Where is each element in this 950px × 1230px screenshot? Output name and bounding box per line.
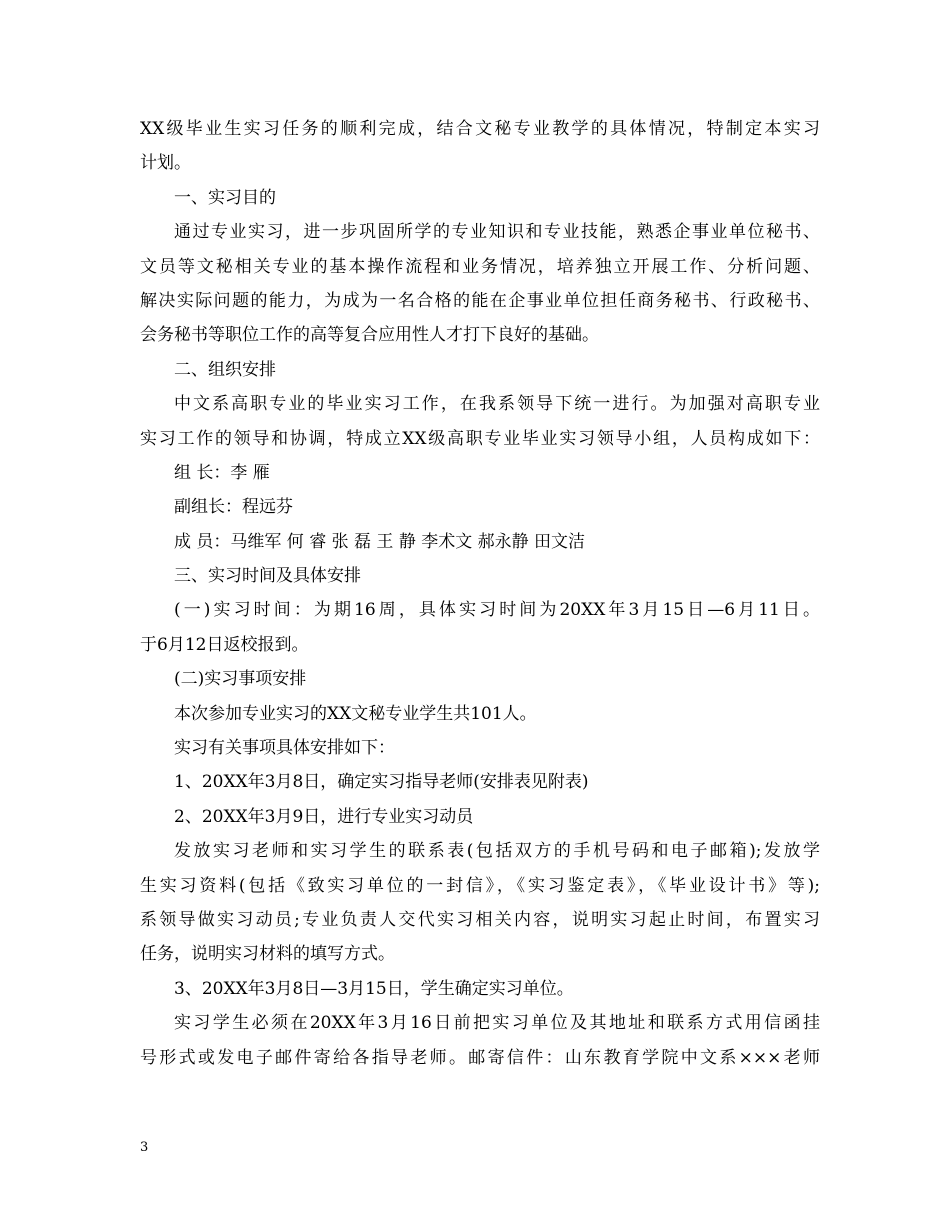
section-heading: 三、实习时间及具体安排 xyxy=(174,566,361,587)
paragraph-line: 发放实习老师和实习学生的联系表(包括双方的手机号码和电子邮箱);发放学 xyxy=(174,841,820,862)
list-item: 3、20XX年3月8日—3月15日，学生确定实习单位。 xyxy=(174,978,574,999)
paragraph-line: 计划。 xyxy=(140,153,191,174)
list-item: 2、20XX年3月9日，进行专业实习动员 xyxy=(174,806,474,827)
paragraph-line: 任务，说明实习材料的填写方式。 xyxy=(140,944,395,965)
paragraph-line: 解决实际问题的能力，为成为一名合格的能在企事业单位担任商务秘书、行政秘书、 xyxy=(140,290,820,311)
section-heading: 一、实习目的 xyxy=(174,187,276,208)
subsection-heading: (二)实习事项安排 xyxy=(174,669,307,690)
paragraph-line: 实习有关事项具体安排如下： xyxy=(174,738,395,759)
paragraph-line: 文员等文秘相关专业的基本操作流程和业务情况，培养独立开展工作、分析问题、 xyxy=(140,256,820,277)
section-heading: 二、组织安排 xyxy=(174,359,276,380)
paragraph-line: 本次参加专业实习的XX文秘专业学生共101人。 xyxy=(174,703,537,724)
paragraph-line: 系领导做实习动员;专业负责人交代实习相关内容，说明实习起止时间，布置实习 xyxy=(140,909,820,930)
paragraph-line: (一)实习时间：为期16周，具体实习时间为20XX年3月15日—6月11日。 xyxy=(174,600,820,621)
deputy-leader-line: 副组长：程远芬 xyxy=(174,497,293,518)
list-item: 1、20XX年3月8日，确定实习指导老师(安排表见附表) xyxy=(174,772,589,793)
paragraph-line: 生实习资料(包括《致实习单位的一封信》，《实习鉴定表》，《毕业设计书》等); xyxy=(140,875,820,896)
page-number: 3 xyxy=(140,1140,149,1155)
document-body xyxy=(140,112,820,1075)
paragraph-line: 中文系高职专业的毕业实习工作，在我系领导下统一进行。为加强对高职专业 xyxy=(174,394,820,415)
paragraph-line: 通过专业实习，进一步巩固所学的专业知识和专业技能，熟悉企事业单位秘书、 xyxy=(174,222,820,243)
paragraph-line: 会务秘书等职位工作的高等复合应用性人才打下良好的基础。 xyxy=(140,325,599,346)
group-leader-line: 组 长：李 雁 xyxy=(174,462,270,483)
paragraph-line: 于6月12日返校报到。 xyxy=(140,634,309,655)
paragraph-line: XX级毕业生实习任务的顺利完成，结合文秘专业教学的具体情况，特制定本实习 xyxy=(140,119,820,139)
paragraph-line: 实习学生必须在20XX年3月16日前把实习单位及其地址和联系方式用信函挂 xyxy=(174,1013,820,1034)
members-line: 成 员：马维军 何 睿 张 磊 王 静 李术文 郝永静 田文洁 xyxy=(174,531,586,552)
paragraph-line: 实习工作的领导和协调，特成立XX级高职专业毕业实习领导小组，人员构成如下： xyxy=(140,428,820,449)
paragraph-line: 号形式或发电子邮件寄给各指导老师。邮寄信件：山东教育学院中文系×××老师 xyxy=(140,1047,820,1068)
